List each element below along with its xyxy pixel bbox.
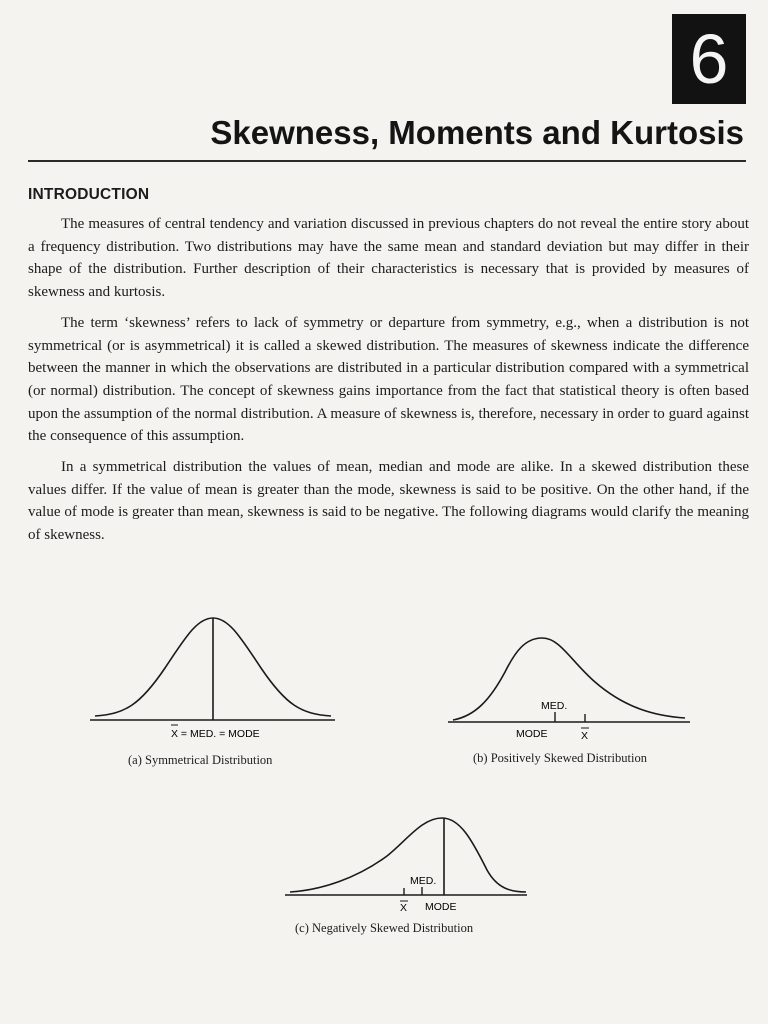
chapter-number-box: [672, 14, 746, 104]
negative-curve-diagram: [282, 810, 532, 920]
figure-negative: [282, 810, 532, 920]
paragraph-3: In a symmetrical distribution the values of mean, median and mode are alike. In a skewed distribution these values differ. If the value of mean is greater than the mode, skewness is said to be positive. On the other hand, if the value of mode is greater than mean, skewness is said to be negative. The following diagrams would clarify the meaning of skewness.: [28, 459, 749, 544]
median-label: MED.: [410, 875, 437, 887]
mode-label: MODE: [425, 901, 457, 913]
mean-label: X: [400, 902, 408, 914]
symmetrical-curve-diagram: [85, 610, 340, 740]
chapter-number: 6: [689, 20, 729, 98]
caption-negative: (c) Negatively Skewed Distribution: [295, 921, 474, 935]
title-rule: [28, 160, 746, 162]
paragraph-1: The measures of central tendency and variation discussed in previous chapters do not reveal the entire story about a frequency distribution. Two distributions may have the same mean and standard deviation but may differ in their shape of the distribution. Further description of their characteristics is necessary that is provided by measures of skewness and kurtosis.: [28, 216, 749, 301]
figure-symmetrical: [85, 610, 340, 740]
positive-curve-diagram: [445, 630, 695, 745]
figure-positive: [445, 630, 695, 745]
body-text: [28, 213, 749, 555]
caption-symmetrical: (a) Symmetrical Distribution: [128, 753, 273, 767]
mode-label: MODE: [516, 728, 548, 740]
section-heading: INTRODUCTION: [28, 186, 150, 203]
positive-curve: [453, 638, 685, 720]
caption-positive: (b) Positively Skewed Distribution: [473, 751, 647, 765]
mean-label: X: [581, 730, 589, 742]
paragraph-2: The term ‘skewness’ refers to lack of symmetry or departure from symmetry, e.g., when a distribution is not symmetrical (or is asymmetrical) it is called a skewed distribution. The measures of skewness indicate the difference between the manner in which the observations are distributed in a particular distribution compared with a symmetrical (or normal) distribution. The concept of skewness gains importance from the fact that statistical theory is often based upon the assumption of the normal distribution. A measure of skewness is, therefore, necessary in order to guard against the consequence of this assumption.: [28, 314, 749, 445]
axis-label: X = MED. = MODE: [171, 728, 260, 740]
median-label: MED.: [541, 700, 568, 712]
negative-curve: [290, 818, 526, 892]
chapter-title: Skewness, Moments and Kurtosis: [210, 114, 744, 151]
